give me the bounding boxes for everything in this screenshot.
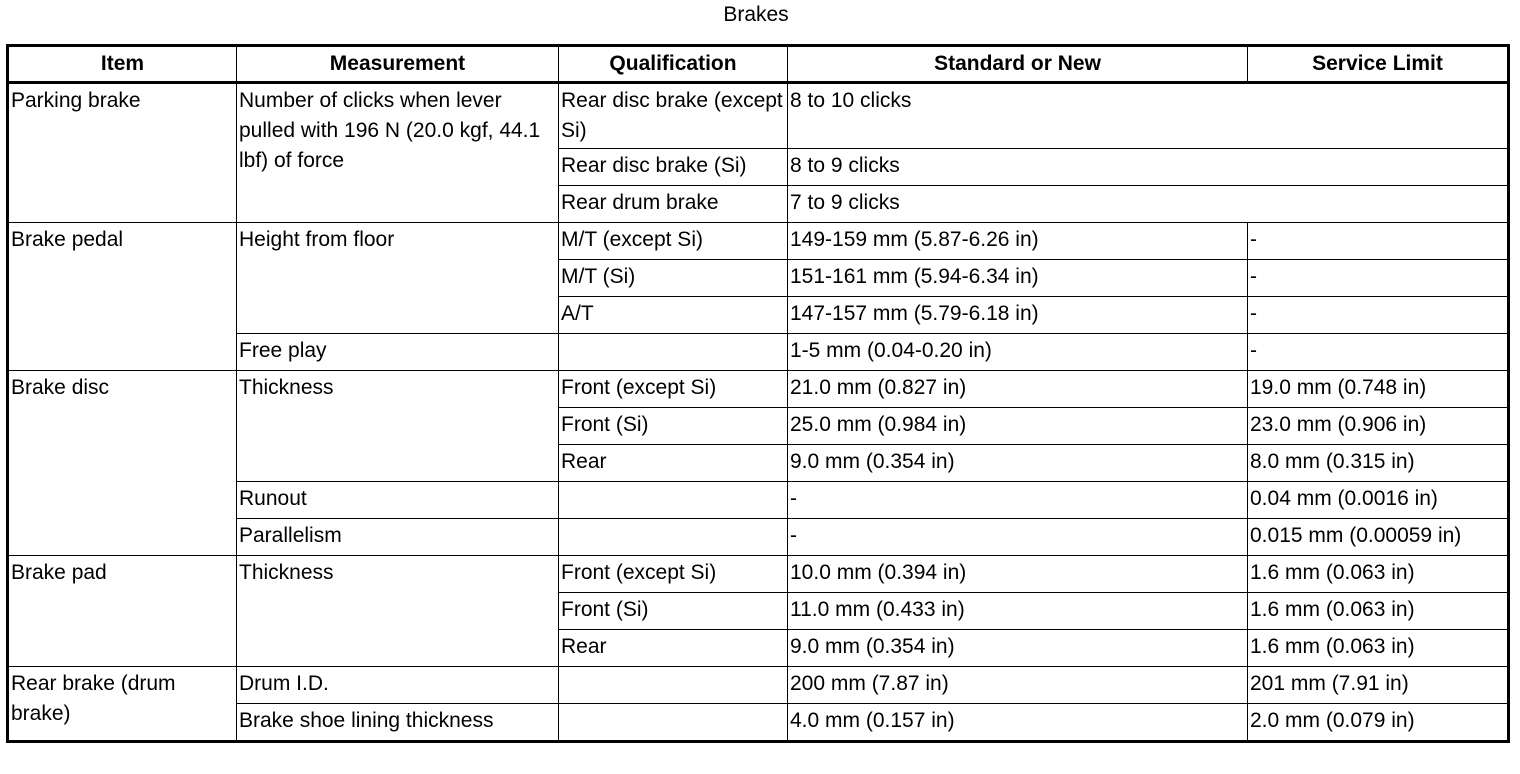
header-standard: Standard or New <box>788 46 1248 83</box>
standard-cell: 147-157 mm (5.79-6.18 in) <box>788 297 1248 334</box>
measurement-cell: Runout <box>237 482 559 519</box>
qualification-cell: M/T (Si) <box>559 260 788 297</box>
table-row <box>8 83 1509 149</box>
measurement-cell: Thickness <box>237 556 559 667</box>
measurement-cell: Brake shoe lining thickness <box>237 704 559 742</box>
item-cell: Brake pad <box>8 556 237 667</box>
standard-cell: 9.0 mm (0.354 in) <box>788 445 1248 482</box>
service-limit-cell: 0.015 mm (0.00059 in) <box>1248 519 1509 556</box>
header-qualification: Qualification <box>559 46 788 83</box>
qualification-cell: Front (Si) <box>559 408 788 445</box>
standard-cell: 149-159 mm (5.87-6.26 in) <box>788 223 1248 260</box>
service-limit-cell: 23.0 mm (0.906 in) <box>1248 408 1509 445</box>
measurement-cell: Drum I.D. <box>237 667 559 704</box>
qualification-cell <box>559 704 788 742</box>
item-cell: Brake pedal <box>8 223 237 371</box>
measurement-cell: Free play <box>237 334 559 371</box>
standard-cell: - <box>788 482 1248 519</box>
qualification-cell: Rear disc brake (Si) <box>559 149 788 186</box>
standard-cell: 151-161 mm (5.94-6.34 in) <box>788 260 1248 297</box>
standard-cell: 200 mm (7.87 in) <box>788 667 1248 704</box>
qualification-cell: Rear <box>559 630 788 667</box>
standard-cell: - <box>788 519 1248 556</box>
service-limit-cell: 0.04 mm (0.0016 in) <box>1248 482 1509 519</box>
service-limit-cell: - <box>1248 334 1509 371</box>
service-limit-cell: 1.6 mm (0.063 in) <box>1248 593 1509 630</box>
table-header-row <box>8 46 1509 83</box>
brake-specs-table <box>6 44 1510 743</box>
item-cell: Rear brake (drum brake) <box>8 667 237 742</box>
qualification-cell: M/T (except Si) <box>559 223 788 260</box>
service-limit-cell: 2.0 mm (0.079 in) <box>1248 704 1509 742</box>
table-row <box>8 371 1509 408</box>
measurement-cell: Thickness <box>237 371 559 482</box>
qualification-cell <box>559 482 788 519</box>
service-limit-cell: - <box>1248 297 1509 334</box>
item-cell: Brake disc <box>8 371 237 556</box>
standard-cell: 4.0 mm (0.157 in) <box>788 704 1248 742</box>
qualification-cell: Rear <box>559 445 788 482</box>
header-measurement: Measurement <box>237 46 559 83</box>
qualification-cell: Front (except Si) <box>559 556 788 593</box>
measurement-cell: Height from floor <box>237 223 559 334</box>
service-limit-cell: 19.0 mm (0.748 in) <box>1248 371 1509 408</box>
qualification-cell <box>559 519 788 556</box>
service-limit-cell: 1.6 mm (0.063 in) <box>1248 630 1509 667</box>
qualification-cell <box>559 334 788 371</box>
qualification-cell: Rear disc brake (except Si) <box>559 83 788 149</box>
qualification-cell <box>559 667 788 704</box>
qualification-cell: Front (except Si) <box>559 371 788 408</box>
table-row <box>8 667 1509 704</box>
service-limit-cell: 201 mm (7.91 in) <box>1248 667 1509 704</box>
item-cell: Parking brake <box>8 83 237 223</box>
qualification-cell: A/T <box>559 297 788 334</box>
header-service-limit: Service Limit <box>1248 46 1509 83</box>
header-item: Item <box>8 46 237 83</box>
standard-cell: 1-5 mm (0.04-0.20 in) <box>788 334 1248 371</box>
measurement-cell: Parallelism <box>237 519 559 556</box>
page-title: Brakes <box>723 3 789 26</box>
standard-cell: 10.0 mm (0.394 in) <box>788 556 1248 593</box>
measurement-cell: Number of clicks when lever pulled with 196 N (20.0 kgf, 44.1 lbf) of force <box>237 83 559 223</box>
service-limit-cell: - <box>1248 260 1509 297</box>
standard-cell: 8 to 9 clicks <box>788 149 1509 186</box>
standard-cell: 25.0 mm (0.984 in) <box>788 408 1248 445</box>
service-limit-cell: 1.6 mm (0.063 in) <box>1248 556 1509 593</box>
service-limit-cell: 8.0 mm (0.315 in) <box>1248 445 1509 482</box>
qualification-cell: Front (Si) <box>559 593 788 630</box>
standard-cell: 11.0 mm (0.433 in) <box>788 593 1248 630</box>
standard-cell: 21.0 mm (0.827 in) <box>788 371 1248 408</box>
table-row <box>8 223 1509 260</box>
qualification-cell: Rear drum brake <box>559 186 788 223</box>
table-row <box>8 556 1509 593</box>
service-limit-cell: - <box>1248 223 1509 260</box>
standard-cell: 9.0 mm (0.354 in) <box>788 630 1248 667</box>
standard-cell: 8 to 10 clicks <box>788 83 1509 149</box>
standard-cell: 7 to 9 clicks <box>788 186 1509 223</box>
